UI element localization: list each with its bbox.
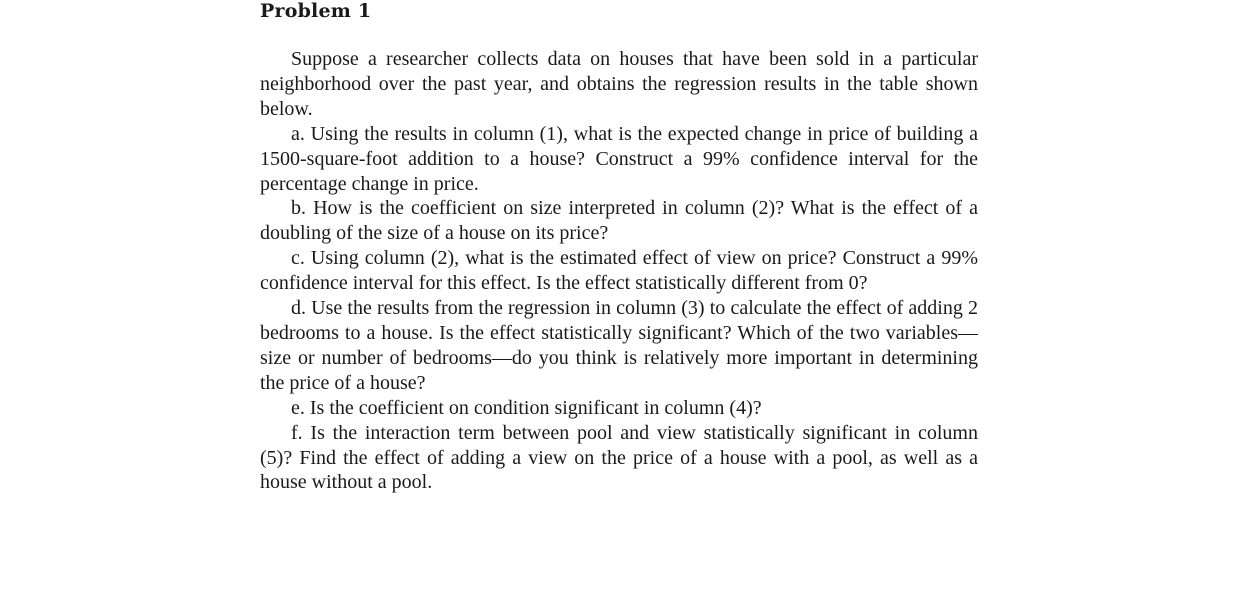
question-f: f. Is the interaction term between pool and view statistically significant in column (5)? Find the effect of adding a view on the price of a house with a pool, as well as a house without a pool. [260, 421, 978, 494]
question-d: d. Use the results from the regression in column (3) to calculate the effect of adding 2 bedrooms to a house. Is the effect statistically significant? Which of the two variables—size or number of bedrooms—do you think is relatively more important in determining the price of a house? [260, 297, 978, 394]
question-e: e. Is the coefficient on condition significant in column (4)? [291, 396, 762, 419]
question-b: b. How is the coefficient on size interpreted in column (2)? What is the effect of a doubling of the size of a house on its price? [260, 197, 978, 245]
document-page [260, 0, 978, 495]
question-a: a. Using the results in column (1), what is the expected change in price of building a 1500-square-foot addition to a house? Construct a 99% confidence interval for the percentage change in price. [260, 122, 978, 195]
problem-body [260, 47, 978, 495]
problem-heading: Problem 1 [260, 0, 372, 22]
intro-paragraph: Suppose a researcher collects data on houses that have been sold in a particular neighborhood over the past year, and obtains the regression results in the table shown below. [260, 48, 978, 120]
question-c: c. Using column (2), what is the estimated effect of view on price? Construct a 99% confidence interval for this effect. Is the effect statistically different from 0? [260, 247, 978, 295]
